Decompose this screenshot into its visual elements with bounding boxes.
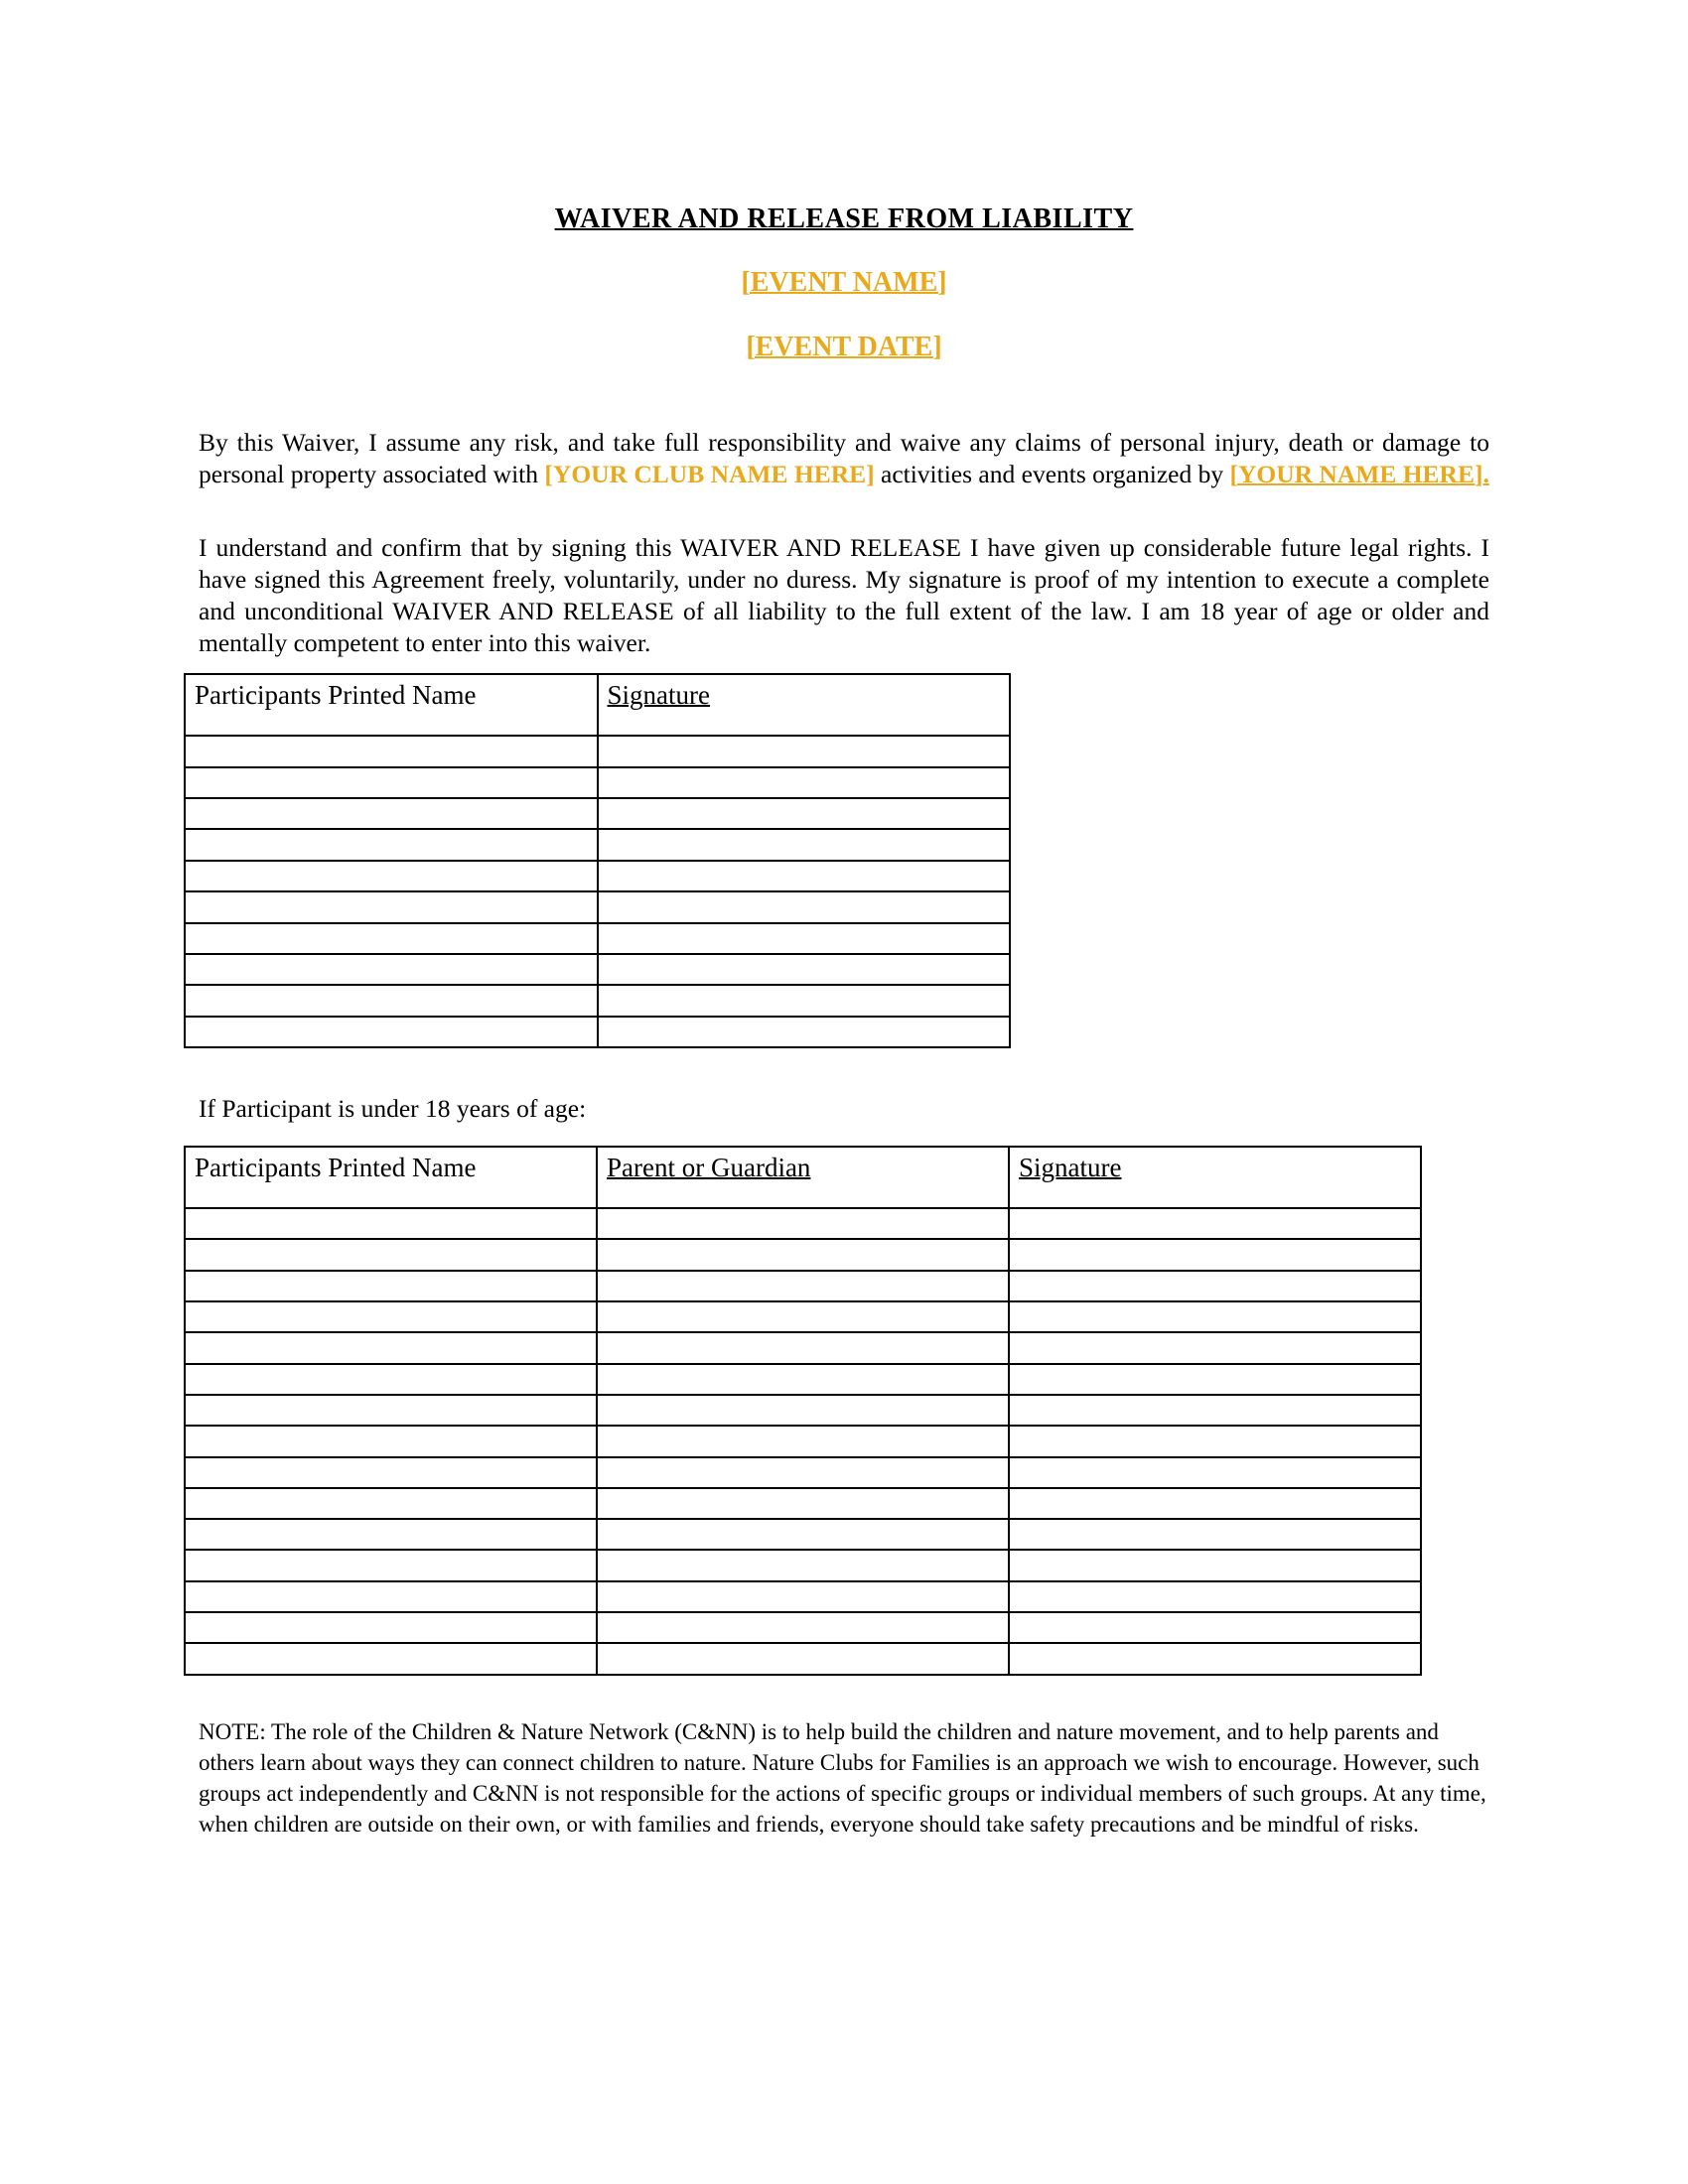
empty-cell (597, 1208, 1009, 1239)
adult-participants-table (184, 673, 1011, 1048)
empty-cell (1009, 1364, 1421, 1395)
empty-signature-row (185, 1581, 1421, 1612)
empty-signature-row (185, 736, 1010, 766)
empty-cell (598, 736, 1011, 766)
adult-table-header-row (185, 674, 1010, 736)
minor-table-header (185, 1147, 1421, 1208)
empty-cell (185, 1426, 597, 1456)
empty-cell (598, 891, 1011, 922)
empty-cell (185, 861, 598, 891)
empty-cell (185, 1612, 597, 1643)
empty-signature-row (185, 1488, 1421, 1519)
paragraph1-text-before-club: By this Waiver, I assume any risk, and take full responsibility and waive any claims of personal injury, death or damage to personal property associated with (199, 428, 1489, 488)
empty-cell (598, 985, 1011, 1016)
empty-cell (597, 1612, 1009, 1643)
minor-header-parent-guardian-label: Parent or Guardian (607, 1153, 811, 1183)
empty-cell (1009, 1519, 1421, 1550)
empty-signature-row (185, 1301, 1421, 1332)
empty-cell (598, 1017, 1011, 1047)
empty-cell (185, 1457, 597, 1488)
empty-cell (598, 767, 1011, 798)
empty-signature-row (185, 1643, 1421, 1674)
adult-table-header-printed-name (185, 674, 598, 736)
empty-cell (597, 1581, 1009, 1612)
empty-signature-row (185, 891, 1010, 922)
minor-table-body (185, 1208, 1421, 1674)
minor-table-header-parent-guardian (597, 1147, 1009, 1208)
empty-cell (185, 1364, 597, 1395)
empty-signature-row (185, 1239, 1421, 1270)
waiver-confirmation-paragraph: I understand and confirm that by signing this WAIVER AND RELEASE I have given up considerable future legal rights. I have signed this Agreement freely, voluntarily, under no duress. My signature is proof of my intention to execute a complete and unconditional WAIVER AND RELEASE of all liability to the full extent of the law. I am 18 year of age or older and mentally competent to enter into this waiver. (199, 533, 1489, 657)
empty-cell (185, 1208, 597, 1239)
your-name-placeholder: [YOUR NAME HERE]. (1229, 459, 1489, 488)
cnn-note-paragraph: NOTE: The role of the Children & Nature Network (C&NN) is to help build the children and nature movement, and to help parents and others learn about ways they can connect children to nature. Nature Clubs for Families is an approach we wish to encourage. However, such groups act independently and C&NN is not responsible for the actions of specific groups or individual members of such groups. At any time, when children are outside on their own, or with families and friends, everyone should take safety precautions and be mindful of risks. (199, 1718, 1486, 1837)
empty-cell (598, 861, 1011, 891)
empty-signature-row (185, 1457, 1421, 1488)
empty-cell (185, 1550, 597, 1580)
empty-cell (1009, 1457, 1421, 1488)
empty-cell (185, 923, 598, 954)
empty-signature-row (185, 1364, 1421, 1395)
empty-cell (185, 829, 598, 860)
adult-header-signature-label: Signature (607, 680, 710, 711)
empty-cell (1009, 1332, 1421, 1363)
empty-cell (185, 1017, 598, 1047)
waiver-assumption-paragraph (199, 427, 1489, 489)
empty-cell (597, 1332, 1009, 1363)
adult-header-printed-name-label: Participants Printed Name (195, 680, 477, 711)
empty-cell (185, 1271, 597, 1301)
empty-signature-row (185, 829, 1010, 860)
empty-cell (598, 923, 1011, 954)
document-title: WAIVER AND RELEASE FROM LIABILITY (554, 204, 1134, 234)
empty-signature-row (185, 1395, 1421, 1426)
empty-cell (185, 1395, 597, 1426)
empty-cell (185, 1301, 597, 1332)
minor-header-signature-label: Signature (1019, 1153, 1122, 1183)
minor-table-header-printed-name (185, 1147, 597, 1208)
minor-table-header-row (185, 1147, 1421, 1208)
document-content (195, 202, 1489, 1840)
empty-cell (185, 1488, 597, 1519)
empty-cell (185, 1581, 597, 1612)
empty-cell (185, 736, 598, 766)
event-date-placeholder: [EVENT DATE] (746, 332, 942, 362)
minor-participants-table (184, 1146, 1422, 1675)
empty-cell (1009, 1612, 1421, 1643)
empty-cell (185, 1332, 597, 1363)
empty-cell (1009, 1271, 1421, 1301)
empty-cell (1009, 1208, 1421, 1239)
empty-signature-row (185, 1017, 1010, 1047)
empty-signature-row (185, 861, 1010, 891)
empty-cell (597, 1488, 1009, 1519)
empty-cell (597, 1301, 1009, 1332)
empty-cell (185, 1643, 597, 1674)
empty-cell (185, 891, 598, 922)
under-18-heading: If Participant is under 18 years of age: (199, 1094, 587, 1124)
minor-table-header-signature (1009, 1147, 1421, 1208)
empty-signature-row (185, 1612, 1421, 1643)
empty-cell (597, 1519, 1009, 1550)
empty-signature-row (185, 798, 1010, 829)
empty-cell (185, 767, 598, 798)
event-name-placeholder: [EVENT NAME] (741, 267, 947, 298)
adult-table-body (185, 736, 1010, 1047)
empty-signature-row (185, 985, 1010, 1016)
empty-signature-row (185, 1519, 1421, 1550)
empty-cell (1009, 1426, 1421, 1456)
empty-cell (597, 1550, 1009, 1580)
empty-cell (1009, 1550, 1421, 1580)
empty-cell (598, 829, 1011, 860)
empty-cell (598, 798, 1011, 829)
empty-cell (597, 1643, 1009, 1674)
empty-signature-row (185, 1426, 1421, 1456)
empty-cell (598, 954, 1011, 985)
empty-cell (185, 798, 598, 829)
empty-cell (597, 1239, 1009, 1270)
empty-cell (1009, 1581, 1421, 1612)
club-name-placeholder: [YOUR CLUB NAME HERE] (544, 459, 875, 488)
empty-signature-row (185, 1550, 1421, 1580)
empty-cell (1009, 1488, 1421, 1519)
empty-signature-row (185, 923, 1010, 954)
empty-cell (1009, 1301, 1421, 1332)
empty-cell (185, 954, 598, 985)
empty-signature-row (185, 1271, 1421, 1301)
empty-cell (1009, 1395, 1421, 1426)
empty-signature-row (185, 1208, 1421, 1239)
empty-signature-row (185, 1332, 1421, 1363)
empty-cell (185, 985, 598, 1016)
empty-cell (597, 1271, 1009, 1301)
empty-cell (597, 1426, 1009, 1456)
adult-table-header (185, 674, 1010, 736)
empty-cell (597, 1395, 1009, 1426)
empty-cell (597, 1457, 1009, 1488)
empty-cell (597, 1364, 1009, 1395)
empty-cell (1009, 1239, 1421, 1270)
empty-cell (185, 1519, 597, 1550)
empty-cell (1009, 1643, 1421, 1674)
paragraph1-text-between: activities and events organized by (874, 459, 1230, 488)
empty-signature-row (185, 954, 1010, 985)
minor-header-printed-name-label: Participants Printed Name (195, 1153, 477, 1183)
adult-table-header-signature (598, 674, 1011, 736)
empty-cell (185, 1239, 597, 1270)
empty-signature-row (185, 767, 1010, 798)
